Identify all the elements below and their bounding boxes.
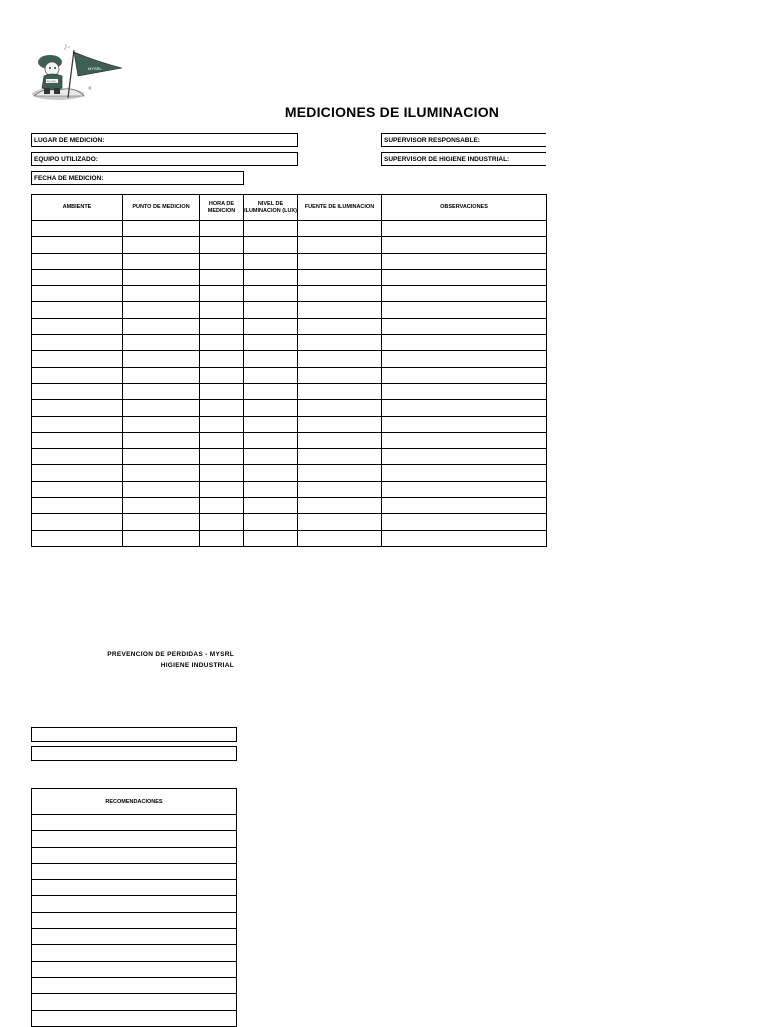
table-cell[interactable] [123, 302, 200, 318]
recommendation-row [32, 994, 237, 1010]
table-cell[interactable] [244, 302, 298, 318]
header-fuente-de-iluminacion: FUENTE DE ILUMINACION [298, 195, 382, 221]
table-cell[interactable] [382, 286, 547, 302]
lugar-de-medicion-field[interactable]: LUGAR DE MEDICION: [31, 133, 298, 147]
recommendation-row [32, 961, 237, 977]
header-nivel-de-iluminacion: NIVEL DE ILUMINACION (LUX) [244, 195, 298, 221]
table-cell[interactable] [32, 416, 123, 432]
table-cell[interactable] [123, 237, 200, 253]
table-cell[interactable] [298, 351, 382, 367]
table-cell[interactable] [200, 400, 244, 416]
table-cell[interactable] [123, 269, 200, 285]
table-cell[interactable] [298, 449, 382, 465]
table-cell[interactable] [382, 269, 547, 285]
table-cell[interactable] [32, 286, 123, 302]
table-cell[interactable] [200, 514, 244, 530]
table-row [32, 449, 547, 465]
recommendation-row [32, 929, 237, 945]
table-cell[interactable] [382, 465, 547, 481]
table-cell[interactable] [200, 221, 244, 237]
table-row [32, 514, 547, 530]
table-cell[interactable] [200, 237, 244, 253]
table-cell[interactable] [244, 514, 298, 530]
table-cell[interactable] [32, 383, 123, 399]
supervisor-responsable-field[interactable]: SUPERVISOR RESPONSABLE: [381, 133, 546, 147]
recommendation-cell[interactable] [32, 880, 237, 896]
table-cell[interactable] [123, 351, 200, 367]
table-cell[interactable] [382, 351, 547, 367]
table-cell[interactable] [382, 400, 547, 416]
table-cell[interactable] [123, 530, 200, 546]
table-cell[interactable] [298, 432, 382, 448]
table-cell[interactable] [123, 335, 200, 351]
table-cell[interactable] [382, 237, 547, 253]
table-cell[interactable] [32, 221, 123, 237]
table-row [32, 351, 547, 367]
table-cell[interactable] [244, 465, 298, 481]
table-cell[interactable] [200, 302, 244, 318]
table-cell[interactable] [298, 465, 382, 481]
table-row [32, 481, 547, 497]
table-row [32, 498, 547, 514]
fecha-de-medicion-field[interactable]: FECHA DE MEDICION: [31, 171, 244, 185]
table-row [32, 286, 547, 302]
table-cell[interactable] [298, 269, 382, 285]
table-cell[interactable] [32, 465, 123, 481]
table-cell[interactable] [298, 367, 382, 383]
recommendation-row [32, 896, 237, 912]
table-cell[interactable] [244, 530, 298, 546]
table-cell[interactable] [32, 432, 123, 448]
table-cell[interactable] [244, 351, 298, 367]
table-cell[interactable] [382, 221, 547, 237]
recommendation-cell[interactable] [32, 912, 237, 928]
table-cell[interactable] [32, 253, 123, 269]
table-cell[interactable] [382, 253, 547, 269]
svg-text:MYSRL: MYSRL [88, 66, 102, 71]
table-cell[interactable] [123, 221, 200, 237]
table-cell[interactable] [382, 481, 547, 497]
table-cell[interactable] [298, 286, 382, 302]
table-cell[interactable] [244, 367, 298, 383]
table-cell[interactable] [200, 530, 244, 546]
table-cell[interactable] [123, 465, 200, 481]
table-cell[interactable] [32, 351, 123, 367]
table-cell[interactable] [244, 335, 298, 351]
table-cell[interactable] [298, 253, 382, 269]
recommendation-row [32, 815, 237, 831]
table-cell[interactable] [200, 432, 244, 448]
table-cell[interactable] [382, 335, 547, 351]
table-row [32, 253, 547, 269]
header-ambiente: AMBIENTE [32, 195, 123, 221]
table-cell[interactable] [298, 237, 382, 253]
table-cell[interactable] [123, 432, 200, 448]
table-cell[interactable] [200, 465, 244, 481]
table-cell[interactable] [32, 498, 123, 514]
table-cell[interactable] [32, 335, 123, 351]
footer-line-1: PREVENCION DE PERDIDAS - MYSRL [107, 651, 234, 658]
table-cell[interactable] [200, 367, 244, 383]
table-cell[interactable] [200, 481, 244, 497]
table-row [32, 416, 547, 432]
svg-text:MYSRL: MYSRL [47, 79, 57, 84]
table-cell[interactable] [244, 416, 298, 432]
table-cell[interactable] [244, 481, 298, 497]
measurement-table [31, 194, 547, 547]
table-cell[interactable] [298, 302, 382, 318]
table-cell[interactable] [382, 514, 547, 530]
table-cell[interactable] [32, 530, 123, 546]
recommendation-cell[interactable] [32, 961, 237, 977]
header-hora-de-medicion: HORA DE MEDICION [200, 195, 244, 221]
table-cell[interactable] [298, 221, 382, 237]
recommendation-row [32, 945, 237, 961]
table-cell[interactable] [298, 416, 382, 432]
table-cell[interactable] [244, 449, 298, 465]
header-observaciones: OBSERVACIONES [382, 195, 547, 221]
table-cell[interactable] [244, 400, 298, 416]
table-row [32, 335, 547, 351]
table-cell[interactable] [123, 383, 200, 399]
table-cell[interactable] [244, 498, 298, 514]
recommendation-cell[interactable] [32, 929, 237, 945]
mascot-flag-icon [28, 42, 124, 104]
table-cell[interactable] [298, 383, 382, 399]
table-cell[interactable] [244, 237, 298, 253]
table-cell[interactable] [32, 318, 123, 334]
table-cell[interactable] [382, 498, 547, 514]
table-cell[interactable] [123, 481, 200, 497]
table-cell[interactable] [244, 383, 298, 399]
table-cell[interactable] [123, 449, 200, 465]
table-row [32, 530, 547, 546]
table-cell[interactable] [298, 498, 382, 514]
table-cell[interactable] [244, 318, 298, 334]
recommendation-row [32, 912, 237, 928]
table-cell[interactable] [298, 400, 382, 416]
table-header-row [32, 195, 547, 221]
signature-box-1[interactable] [31, 727, 237, 742]
table-cell[interactable] [123, 286, 200, 302]
recommendation-row [32, 977, 237, 993]
recommendation-cell[interactable] [32, 831, 237, 847]
recommendations-header-row [32, 789, 237, 815]
table-cell[interactable] [200, 351, 244, 367]
document-title: MEDICIONES DE ILUMINACION [284, 104, 500, 120]
table-cell[interactable] [244, 221, 298, 237]
table-cell[interactable] [123, 318, 200, 334]
footer-line-2: HIGIENE INDUSTRIAL [160, 662, 234, 669]
table-cell[interactable] [244, 253, 298, 269]
header-punto-de-medicion: PUNTO DE MEDICION [123, 195, 200, 221]
table-cell[interactable] [382, 416, 547, 432]
table-cell[interactable] [200, 498, 244, 514]
recommendation-cell[interactable] [32, 863, 237, 879]
table-cell[interactable] [123, 498, 200, 514]
recommendation-cell[interactable] [32, 994, 237, 1010]
table-cell[interactable] [298, 481, 382, 497]
table-cell[interactable] [32, 237, 123, 253]
table-cell[interactable] [200, 286, 244, 302]
table-row [32, 318, 547, 334]
recommendation-row [32, 831, 237, 847]
table-cell[interactable] [32, 514, 123, 530]
table-cell[interactable] [123, 416, 200, 432]
supervisor-higiene-field[interactable]: SUPERVISOR DE HIGIENE INDUSTRIAL: [381, 152, 546, 166]
recommendation-cell[interactable] [32, 945, 237, 961]
table-cell[interactable] [123, 367, 200, 383]
recommendation-row [32, 880, 237, 896]
table-row [32, 269, 547, 285]
equipo-utilizado-field[interactable]: EQUIPO UTILIZADO: [31, 152, 298, 166]
table-row [32, 367, 547, 383]
table-cell[interactable] [244, 432, 298, 448]
recommendation-cell[interactable] [32, 896, 237, 912]
table-cell[interactable] [382, 302, 547, 318]
recommendation-cell[interactable] [32, 847, 237, 863]
table-cell[interactable] [32, 302, 123, 318]
table-cell[interactable] [123, 514, 200, 530]
table-cell[interactable] [32, 367, 123, 383]
table-cell[interactable] [32, 449, 123, 465]
table-cell[interactable] [382, 449, 547, 465]
signature-box-2[interactable] [31, 746, 237, 761]
recommendations-table [31, 788, 237, 1027]
table-cell[interactable] [382, 318, 547, 334]
table-cell[interactable] [200, 318, 244, 334]
table-cell[interactable] [123, 400, 200, 416]
table-cell[interactable] [200, 383, 244, 399]
table-cell[interactable] [123, 253, 200, 269]
header-recomendaciones: RECOMENDACIONES [32, 789, 237, 815]
table-cell[interactable] [32, 400, 123, 416]
table-row [32, 383, 547, 399]
table-cell[interactable] [244, 269, 298, 285]
table-cell[interactable] [200, 449, 244, 465]
table-cell[interactable] [382, 383, 547, 399]
table-cell[interactable] [298, 514, 382, 530]
table-cell[interactable] [298, 530, 382, 546]
table-row [32, 237, 547, 253]
table-cell[interactable] [200, 335, 244, 351]
table-row [32, 221, 547, 237]
recommendation-cell[interactable] [32, 815, 237, 831]
table-cell[interactable] [382, 530, 547, 546]
table-cell[interactable] [32, 481, 123, 497]
table-cell[interactable] [200, 269, 244, 285]
table-row [32, 465, 547, 481]
table-cell[interactable] [200, 416, 244, 432]
table-row [32, 302, 547, 318]
table-cell[interactable] [298, 318, 382, 334]
table-row [32, 432, 547, 448]
recommendation-cell[interactable] [32, 977, 237, 993]
recommendation-row [32, 847, 237, 863]
table-cell[interactable] [200, 253, 244, 269]
table-cell[interactable] [244, 286, 298, 302]
recommendation-row [32, 863, 237, 879]
table-row [32, 400, 547, 416]
table-cell[interactable] [382, 432, 547, 448]
table-cell[interactable] [382, 367, 547, 383]
table-cell[interactable] [298, 335, 382, 351]
table-cell[interactable] [32, 269, 123, 285]
signature-line [32, 741, 236, 742]
